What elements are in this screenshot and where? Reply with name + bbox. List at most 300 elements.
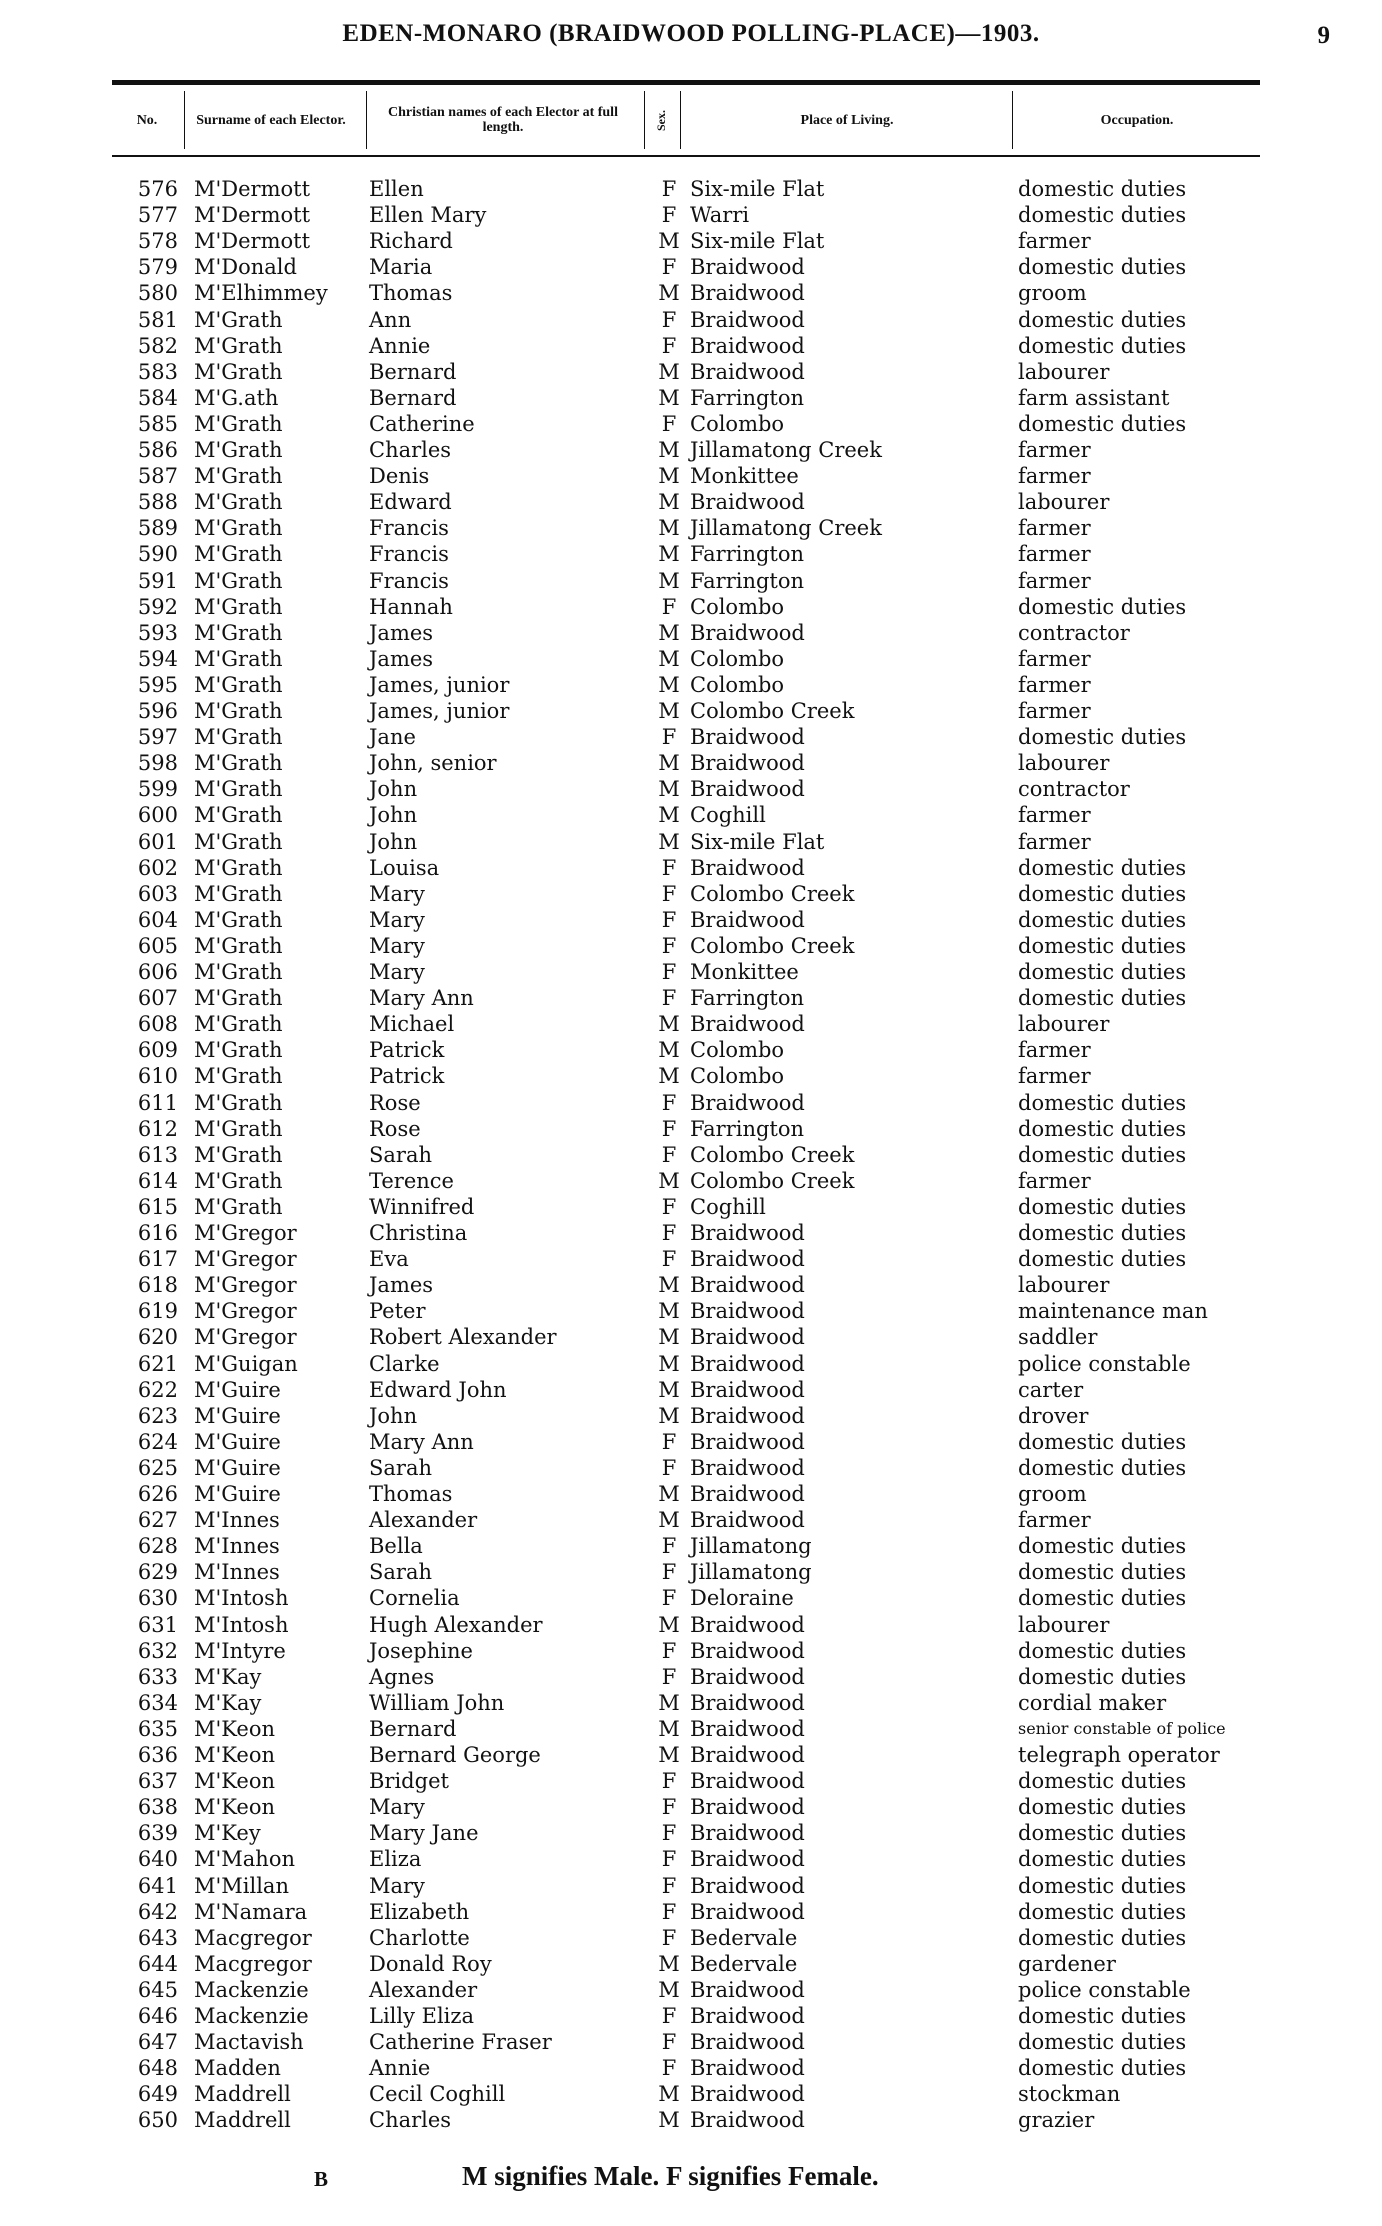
elector-place: Farrington: [690, 542, 805, 567]
table-row: [0, 1559, 1382, 1585]
elector-sex: M: [658, 1038, 680, 1063]
elector-sex: M: [658, 1743, 680, 1767]
elector-surname: M'Grath: [194, 907, 283, 932]
elector-christian-names: James, junior: [369, 672, 510, 697]
elector-number: 595: [137, 672, 178, 697]
table-row: [0, 1429, 1382, 1455]
elector-surname: M'Guire: [194, 1377, 281, 1402]
elector-surname: M'Gregor: [194, 1299, 297, 1324]
elector-surname: M'Grath: [194, 855, 283, 880]
elector-number: 584: [137, 385, 178, 410]
elector-occupation: domestic duties: [1018, 1925, 1187, 1950]
elector-christian-names: Donald Roy: [369, 1951, 492, 1976]
elector-place: Colombo: [690, 1038, 785, 1063]
elector-surname: M'Mahon: [194, 1847, 295, 1872]
elector-sex: F: [661, 1560, 677, 1585]
elector-place: Coghill: [690, 803, 766, 828]
elector-sex: M: [658, 803, 680, 828]
elector-surname: M'Guire: [194, 1455, 281, 1480]
table-row: [0, 280, 1382, 306]
elector-occupation: farmer: [1018, 1038, 1091, 1063]
table-row: [0, 1716, 1382, 1742]
elector-christian-names: Francis: [369, 568, 449, 593]
elector-number: 601: [137, 829, 178, 854]
header-sex-label: Sex.: [653, 109, 668, 131]
elector-christian-names: Charles: [369, 2108, 452, 2133]
elector-sex: M: [658, 751, 680, 776]
elector-occupation: domestic duties: [1018, 960, 1187, 984]
elector-surname: M'Grath: [194, 568, 283, 593]
elector-surname: M'Grath: [194, 1064, 283, 1089]
elector-surname: M'Grath: [194, 777, 283, 802]
elector-occupation: farmer: [1018, 229, 1091, 254]
table-row: [0, 1846, 1382, 1872]
elector-surname: M'Grath: [194, 594, 283, 619]
elector-sex: F: [661, 594, 677, 619]
elector-number: 579: [137, 255, 178, 280]
elector-christian-names: Robert Alexander: [369, 1325, 557, 1350]
elector-occupation: drover: [1018, 1403, 1089, 1428]
elector-number: 644: [137, 1951, 178, 1976]
elector-place: Braidwood: [690, 359, 805, 384]
header-divider: [680, 91, 681, 149]
elector-christian-names: Ann: [369, 307, 412, 332]
elector-occupation: domestic duties: [1018, 2004, 1187, 2028]
table-row: [0, 1664, 1382, 1690]
elector-occupation: domestic duties: [1018, 2056, 1187, 2081]
elector-number: 638: [137, 1795, 178, 1820]
elector-christian-names: Mary: [369, 907, 425, 932]
elector-number: 610: [137, 1064, 178, 1089]
elector-sex: M: [658, 1403, 680, 1428]
header-occupation: Occupation.: [1100, 112, 1174, 128]
elector-number: 639: [137, 1821, 178, 1846]
elector-place: Braidwood: [690, 1899, 805, 1924]
elector-christian-names: Patrick: [369, 1064, 445, 1089]
elector-number: 587: [137, 464, 178, 489]
elector-sex: F: [661, 1638, 677, 1663]
elector-surname: M'Gregor: [194, 1247, 297, 1272]
elector-surname: M'Gregor: [194, 1273, 297, 1298]
elector-sex: F: [661, 2004, 677, 2028]
elector-number: 588: [137, 490, 178, 515]
elector-christian-names: Ellen: [369, 177, 424, 201]
elector-place: Braidwood: [690, 1716, 805, 1741]
elector-occupation: farmer: [1018, 646, 1091, 671]
table-row: [0, 1612, 1382, 1638]
elector-number: 607: [137, 986, 178, 1011]
elector-occupation: gardener: [1018, 1951, 1116, 1976]
table-row: [0, 228, 1382, 254]
elector-christian-names: John: [369, 1403, 418, 1428]
elector-sex: M: [658, 646, 680, 671]
elector-number: 632: [137, 1638, 178, 1663]
table-row: [0, 2055, 1382, 2081]
table-row: [0, 385, 1382, 411]
elector-number: 633: [137, 1664, 178, 1689]
elector-sex: M: [658, 1325, 680, 1350]
elector-sex: F: [661, 307, 677, 332]
elector-sex: M: [658, 2108, 680, 2133]
elector-surname: M'Grath: [194, 646, 283, 671]
elector-number: 629: [137, 1560, 178, 1585]
elector-christian-names: Thomas: [369, 281, 453, 306]
table-row: [0, 1638, 1382, 1664]
elector-number: 614: [137, 1168, 178, 1193]
elector-christian-names: Thomas: [369, 1482, 453, 1506]
elector-sex: F: [661, 333, 677, 358]
elector-surname: M'Keon: [194, 1716, 275, 1741]
elector-sex: M: [658, 1168, 680, 1193]
elector-occupation: farmer: [1018, 568, 1091, 593]
elector-occupation: domestic duties: [1018, 1560, 1187, 1585]
table-row: [0, 829, 1382, 855]
elector-number: 600: [137, 803, 178, 828]
elector-sex: F: [661, 855, 677, 880]
elector-number: 576: [137, 177, 178, 201]
elector-occupation: farmer: [1018, 1064, 1091, 1089]
elector-surname: M'Grath: [194, 490, 283, 515]
elector-place: Braidwood: [690, 1090, 805, 1115]
elector-occupation: domestic duties: [1018, 1586, 1187, 1611]
elector-surname: M'Grath: [194, 829, 283, 854]
table-row: [0, 1037, 1382, 1063]
elector-number: 598: [137, 751, 178, 776]
elector-place: Jillamatong Creek: [690, 516, 882, 541]
elector-place: Colombo: [690, 411, 785, 436]
elector-christian-names: Hannah: [369, 594, 453, 619]
table-row: [0, 437, 1382, 463]
elector-sex: M: [658, 1351, 680, 1376]
elector-place: Farrington: [690, 1116, 805, 1141]
elector-place: Braidwood: [690, 1273, 805, 1298]
elector-occupation: saddler: [1018, 1325, 1098, 1350]
elector-occupation: domestic duties: [1018, 1221, 1187, 1245]
elector-number: 593: [137, 620, 178, 645]
elector-occupation: farmer: [1018, 803, 1091, 828]
elector-place: Braidwood: [690, 1247, 805, 1272]
elector-occupation: domestic duties: [1018, 1247, 1187, 1272]
elector-sex: F: [661, 1429, 677, 1454]
elector-occupation: domestic duties: [1018, 933, 1187, 958]
elector-christian-names: Mary: [369, 1795, 425, 1820]
elector-occupation: domestic duties: [1018, 203, 1187, 228]
elector-sex: M: [658, 1012, 680, 1037]
elector-christian-names: Hugh Alexander: [369, 1612, 543, 1637]
elector-place: Monkittee: [690, 464, 799, 489]
elector-place: Braidwood: [690, 1351, 805, 1376]
elector-sex: F: [661, 1847, 677, 1872]
table-row: [0, 698, 1382, 724]
table-row: [0, 1403, 1382, 1429]
elector-christian-names: Richard: [369, 229, 453, 254]
elector-occupation: domestic duties: [1018, 725, 1187, 750]
elector-occupation: domestic duties: [1018, 1429, 1187, 1454]
elector-number: 609: [137, 1038, 178, 1063]
elector-surname: M'Kay: [194, 1690, 262, 1715]
elector-surname: M'Guire: [194, 1403, 281, 1428]
elector-number: 624: [137, 1429, 178, 1454]
elector-surname: M'Grath: [194, 620, 283, 645]
elector-surname: M'Intosh: [194, 1586, 289, 1611]
elector-number: 590: [137, 542, 178, 567]
elector-number: 583: [137, 359, 178, 384]
elector-christian-names: James: [369, 620, 434, 645]
elector-place: Colombo Creek: [690, 1142, 855, 1167]
elector-surname: M'Innes: [194, 1534, 280, 1559]
elector-place: Farrington: [690, 568, 805, 593]
table-row: [0, 959, 1382, 985]
elector-surname: M'Grath: [194, 1168, 283, 1193]
elector-place: Braidwood: [690, 1325, 805, 1350]
elector-number: 596: [137, 699, 178, 723]
elector-surname: M'Dermott: [194, 203, 311, 228]
elector-surname: M'Kay: [194, 1664, 262, 1689]
table-row: [0, 1925, 1382, 1951]
elector-occupation: domestic duties: [1018, 1090, 1187, 1115]
elector-sex: M: [658, 777, 680, 802]
table-row: [0, 855, 1382, 881]
table-row: [0, 307, 1382, 333]
elector-surname: M'Guigan: [194, 1351, 298, 1376]
elector-occupation: farmer: [1018, 542, 1091, 567]
elector-christian-names: Mary Ann: [369, 1429, 474, 1454]
elector-place: Braidwood: [690, 1612, 805, 1637]
table-row: [0, 2081, 1382, 2107]
elector-occupation: domestic duties: [1018, 333, 1187, 358]
elector-christian-names: Alexander: [369, 1508, 478, 1533]
elector-occupation: domestic duties: [1018, 1821, 1187, 1846]
elector-sex: M: [658, 1612, 680, 1637]
table-row: [0, 1090, 1382, 1116]
elector-christian-names: Bernard: [369, 359, 457, 384]
table-row: [0, 1377, 1382, 1403]
elector-sex: M: [658, 1951, 680, 1976]
elector-number: 618: [137, 1273, 178, 1298]
elector-christian-names: Denis: [369, 464, 430, 489]
elector-place: Warri: [690, 203, 750, 228]
elector-christian-names: Eliza: [369, 1847, 422, 1872]
elector-christian-names: Rose: [369, 1116, 421, 1141]
elector-place: Colombo Creek: [690, 699, 855, 723]
elector-number: 627: [137, 1508, 178, 1533]
header-no: No.: [136, 112, 158, 128]
elector-sex: F: [661, 2056, 677, 2081]
elector-surname: M'Innes: [194, 1508, 280, 1533]
elector-number: 622: [137, 1377, 178, 1402]
elector-place: Braidwood: [690, 1873, 805, 1898]
page-title: EDEN-MONARO (BRAIDWOOD POLLING-PLACE)—1903.: [342, 20, 1040, 47]
elector-occupation: domestic duties: [1018, 907, 1187, 932]
elector-place: Braidwood: [690, 2108, 805, 2133]
elector-place: Braidwood: [690, 1508, 805, 1533]
elector-place: Braidwood: [690, 1377, 805, 1402]
elector-christian-names: Catherine Fraser: [369, 2030, 552, 2055]
elector-surname: M'Innes: [194, 1560, 280, 1585]
table-row: [0, 1011, 1382, 1037]
table-row: [0, 1194, 1382, 1220]
elector-occupation: police constable: [1018, 1977, 1191, 2002]
elector-surname: M'Grath: [194, 542, 283, 567]
header-divider: [1012, 91, 1013, 149]
elector-surname: M'Intyre: [194, 1638, 286, 1663]
table-row: [0, 646, 1382, 672]
table-row: [0, 2107, 1382, 2133]
elector-surname: M'Elhimmey: [194, 281, 328, 306]
elector-occupation: domestic duties: [1018, 1638, 1187, 1663]
elector-place: Braidwood: [690, 620, 805, 645]
elector-number: 580: [137, 281, 178, 306]
elector-place: Colombo: [690, 594, 785, 619]
table-row: [0, 1820, 1382, 1846]
elector-occupation: domestic duties: [1018, 1116, 1187, 1141]
elector-christian-names: Bernard: [369, 385, 457, 410]
elector-number: 626: [137, 1482, 178, 1506]
table-row: [0, 594, 1382, 620]
elector-number: 648: [137, 2056, 178, 2081]
elector-sex: F: [661, 1925, 677, 1950]
elector-number: 637: [137, 1769, 178, 1794]
elector-number: 606: [137, 960, 178, 984]
elector-surname: M'Keon: [194, 1795, 275, 1820]
elector-surname: M'Grath: [194, 516, 283, 541]
elector-number: 611: [137, 1090, 178, 1115]
elector-surname: M'Keon: [194, 1743, 275, 1767]
sheet-mark: B: [314, 2167, 329, 2191]
elector-sex: M: [658, 281, 680, 306]
elector-place: Braidwood: [690, 1455, 805, 1480]
elector-surname: M'Grath: [194, 672, 283, 697]
table-row: [0, 1324, 1382, 1350]
elector-number: 642: [137, 1899, 178, 1924]
sex-legend-note: M signifies Male. F signifies Female.: [462, 2161, 879, 2191]
elector-occupation: cordial maker: [1018, 1690, 1167, 1715]
table-row: [0, 1246, 1382, 1272]
elector-sex: F: [661, 411, 677, 436]
elector-place: Braidwood: [690, 2004, 805, 2028]
elector-surname: M'Grath: [194, 960, 283, 984]
elector-occupation: labourer: [1018, 490, 1110, 515]
elector-place: Braidwood: [690, 1821, 805, 1846]
elector-number: 635: [137, 1716, 178, 1741]
elector-number: 613: [137, 1142, 178, 1167]
elector-christian-names: Clarke: [369, 1351, 440, 1376]
elector-sex: F: [661, 1821, 677, 1846]
elector-occupation: domestic duties: [1018, 594, 1187, 619]
elector-occupation: domestic duties: [1018, 1455, 1187, 1480]
elector-occupation: domestic duties: [1018, 1899, 1187, 1924]
table-row: [0, 1585, 1382, 1611]
elector-occupation: maintenance man: [1018, 1299, 1208, 1324]
elector-place: Braidwood: [690, 1977, 805, 2002]
elector-surname: M'Grath: [194, 411, 283, 436]
elector-place: Monkittee: [690, 960, 799, 984]
table-row: [0, 1116, 1382, 1142]
elector-christian-names: James: [369, 1273, 434, 1298]
elector-surname: Maddrell: [194, 2108, 291, 2133]
elector-christian-names: Josephine: [369, 1638, 473, 1663]
elector-surname: M'Millan: [194, 1873, 289, 1898]
elector-surname: M'Guire: [194, 1482, 281, 1506]
elector-sex: M: [658, 1377, 680, 1402]
elector-sex: F: [661, 725, 677, 750]
elector-number: 636: [137, 1743, 178, 1767]
elector-surname: M'Grath: [194, 1090, 283, 1115]
elector-christian-names: Bridget: [369, 1769, 449, 1794]
elector-surname: Maddrell: [194, 2082, 291, 2107]
elector-christian-names: John: [369, 829, 418, 854]
elector-sex: F: [661, 1664, 677, 1689]
elector-occupation: groom: [1018, 1482, 1087, 1506]
table-row: [0, 672, 1382, 698]
elector-surname: M'Grath: [194, 333, 283, 358]
page-number: 9: [1317, 22, 1330, 49]
elector-number: 592: [137, 594, 178, 619]
elector-christian-names: Eva: [369, 1247, 409, 1272]
elector-sex: M: [658, 620, 680, 645]
elector-occupation: domestic duties: [1018, 881, 1187, 906]
elector-number: 597: [137, 725, 178, 750]
elector-occupation: groom: [1018, 281, 1087, 306]
column-header-row: [112, 80, 1260, 157]
elector-sex: F: [661, 1221, 677, 1245]
elector-number: 582: [137, 333, 178, 358]
elector-occupation: domestic duties: [1018, 986, 1187, 1011]
elector-christian-names: Annie: [369, 2056, 431, 2081]
elector-occupation: domestic duties: [1018, 1847, 1187, 1872]
elector-christian-names: John: [369, 803, 418, 828]
elector-place: Braidwood: [690, 2030, 805, 2055]
elector-sex: F: [661, 1455, 677, 1480]
elector-sex: F: [661, 907, 677, 932]
elector-number: 617: [137, 1247, 178, 1272]
elector-christian-names: Cecil Coghill: [369, 2082, 506, 2107]
elector-occupation: labourer: [1018, 751, 1110, 776]
elector-christian-names: Bernard George: [369, 1743, 541, 1767]
elector-christian-names: Louisa: [369, 855, 440, 880]
elector-christian-names: Alexander: [369, 1977, 478, 2002]
table-row: [0, 202, 1382, 228]
elector-surname: M'Grath: [194, 359, 283, 384]
elector-surname: M'Grath: [194, 881, 283, 906]
elector-occupation: farmer: [1018, 516, 1091, 541]
elector-surname: M'Grath: [194, 751, 283, 776]
elector-place: Coghill: [690, 1194, 766, 1219]
header-place-of-living: Place of Living.: [800, 112, 894, 128]
table-row: [0, 1794, 1382, 1820]
table-row: [0, 1272, 1382, 1298]
elector-sex: M: [658, 1508, 680, 1533]
elector-number: 630: [137, 1586, 178, 1611]
table-row: [0, 1507, 1382, 1533]
elector-occupation: domestic duties: [1018, 307, 1187, 332]
elector-number: 586: [137, 438, 178, 462]
elector-sex: F: [661, 203, 677, 228]
elector-number: 615: [137, 1194, 178, 1219]
elector-sex: F: [661, 960, 677, 984]
elector-christian-names: Ellen Mary: [369, 203, 487, 228]
elector-occupation: labourer: [1018, 359, 1110, 384]
elector-surname: M'Grath: [194, 1038, 283, 1063]
table-row: [0, 541, 1382, 567]
elector-surname: M'Namara: [194, 1899, 308, 1924]
table-row: [0, 776, 1382, 802]
elector-occupation: farmer: [1018, 829, 1091, 854]
elector-surname: Mackenzie: [194, 2004, 309, 2028]
elector-number: 650: [137, 2108, 178, 2133]
elector-christian-names: Catherine: [369, 411, 475, 436]
elector-place: Braidwood: [690, 490, 805, 515]
